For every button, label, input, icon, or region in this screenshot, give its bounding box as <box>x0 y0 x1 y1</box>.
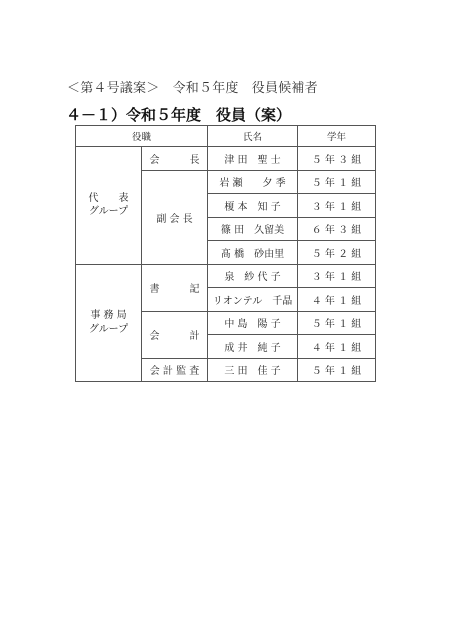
member-name: 篠 田 久留美 <box>208 217 298 241</box>
group-label-line1: 事 務 局 <box>90 310 127 322</box>
role-cell: 副 会 長 <box>142 170 208 264</box>
group-cell-representative <box>76 147 142 265</box>
member-name: 髙 橋 砂由里 <box>208 241 298 265</box>
member-name: 泉 紗 代 子 <box>208 264 298 288</box>
role-cell: 会 計 監 査 <box>142 358 208 382</box>
group-cell-secretariat <box>76 264 142 382</box>
member-name: 成 井 純 子 <box>208 335 298 359</box>
member-name: 三 田 佳 子 <box>208 358 298 382</box>
member-year: ３ 年 １ 組 <box>298 194 376 218</box>
member-year: ５ 年 １ 組 <box>298 170 376 194</box>
member-name: 岩 瀬 夕 季 <box>208 170 298 194</box>
member-year: ５ 年 １ 組 <box>298 311 376 335</box>
header-name: 氏名 <box>208 126 298 147</box>
role-cell: 書 記 <box>142 264 208 311</box>
section-heading: ４－１）令和５年度 役員（案） <box>66 106 292 124</box>
member-year: ４ 年 １ 組 <box>298 288 376 312</box>
member-name: 中 島 陽 子 <box>208 311 298 335</box>
member-name: 津 田 聖 士 <box>208 147 298 171</box>
member-year: ６ 年 ３ 組 <box>298 217 376 241</box>
group-label-line1: 代 表 <box>88 192 129 204</box>
group-label-line2: グループ <box>88 323 129 335</box>
member-name: 榎 本 知 子 <box>208 194 298 218</box>
officers-table <box>75 125 376 382</box>
agenda-title: ＜第４号議案＞ 令和５年度 役員候補者 <box>67 81 318 96</box>
member-name: リオンテル 千晶 <box>208 288 298 312</box>
member-year: ５ 年 ２ 組 <box>298 241 376 265</box>
role-cell: 会 計 <box>142 311 208 358</box>
table-header-row <box>76 126 376 147</box>
table-row <box>76 147 376 171</box>
header-year: 学年 <box>298 126 376 147</box>
role-cell: 会 長 <box>142 147 208 171</box>
member-year: ３ 年 １ 組 <box>298 264 376 288</box>
member-year: ５ 年 ３ 組 <box>298 147 376 171</box>
member-year: ４ 年 １ 組 <box>298 335 376 359</box>
header-role: 役職 <box>76 126 208 147</box>
table-row <box>76 264 376 288</box>
member-year: ５ 年 １ 組 <box>298 358 376 382</box>
group-label-line2: グループ <box>88 206 129 218</box>
